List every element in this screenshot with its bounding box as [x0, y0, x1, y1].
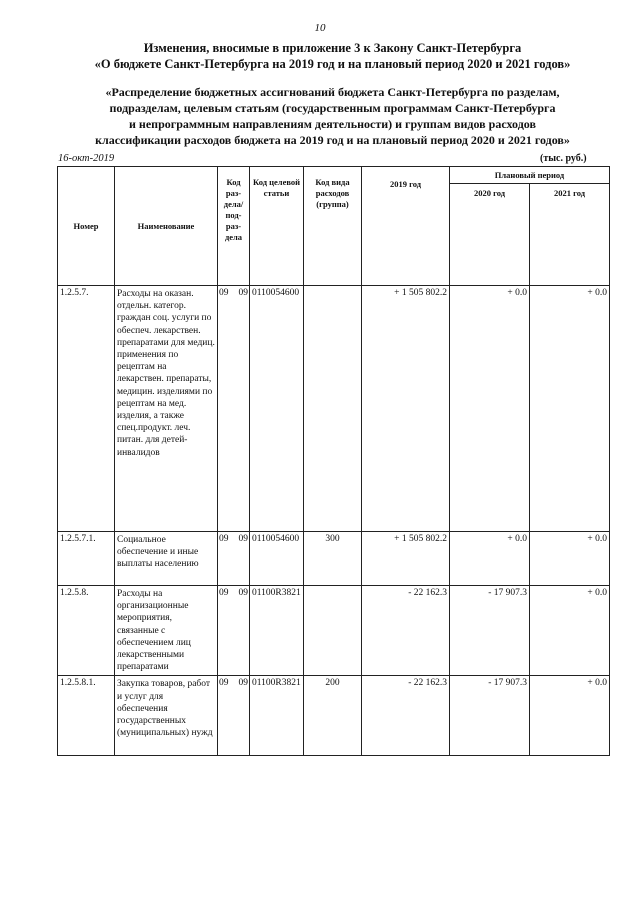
row-name: Расходы на организационные мероприятия, связанные с обеспечением лиц лекарственными препаратами — [115, 586, 218, 676]
row-name: Закупка товаров, работ и услуг для обеспечения государственных (муниципальных) нужд — [115, 676, 218, 756]
row-amount-2019: + 1 505 802.2 — [362, 286, 450, 532]
header-section-code: Код раз- дела/ под- раз- дела — [218, 167, 250, 286]
row-target-code: 01100R3821 — [250, 676, 304, 756]
document-subtitle — [55, 84, 610, 148]
subtitle-line-2: подразделам, целевым статьям (государственным программам Санкт-Петербурга — [109, 101, 556, 115]
subtitle-line-1: «Распределение бюджетных ассигнований бюджета Санкт-Петербурга по разделам, — [105, 85, 560, 99]
row-name: Расходы на оказан. отдельн. категор. граждан соц. услуги по обеспеч. лекарствен. препаратами для медиц. применения по рецептам на лекарствен. препараты, медицин. изделиями по рецептам на мед. изделия, а также спец.продукт. леч. питан. для детей-инвалидов — [115, 286, 218, 532]
table-row — [58, 586, 610, 676]
row-number: 1.2.5.8.1. — [58, 676, 115, 756]
row-amount-2020: + 0.0 — [450, 286, 530, 532]
row-section: 09 — [219, 534, 229, 544]
subtitle-line-3: и непрограммным направлениям деятельности) и группам видов расходов — [129, 117, 536, 131]
header-row — [58, 167, 610, 184]
header-target-code: Код целевой статьи — [250, 167, 304, 286]
row-section-code — [218, 532, 250, 586]
row-amount-2020: - 17 907.3 — [450, 586, 530, 676]
row-type-code: 200 — [304, 676, 362, 756]
row-amount-2021: + 0.0 — [530, 532, 610, 586]
document-title — [60, 40, 605, 72]
row-section: 09 — [219, 588, 229, 598]
row-section-code — [218, 286, 250, 532]
row-amount-2019: + 1 505 802.2 — [362, 532, 450, 586]
header-number: Номер — [58, 167, 115, 286]
header-2021: 2021 год — [530, 184, 610, 286]
title-line-1: Изменения, вносимые в приложение 3 к Закону Санкт-Петербурга — [143, 41, 522, 55]
row-amount-2019: - 22 162.3 — [362, 676, 450, 756]
row-subsection: 09 — [238, 534, 248, 544]
table-row — [58, 676, 610, 756]
header-type-code: Код вида расходов (группа) — [304, 167, 362, 286]
header-name: Наименование — [115, 167, 218, 286]
row-type-code — [304, 586, 362, 676]
row-subsection: 09 — [238, 288, 248, 298]
row-target-code: 0110054600 — [250, 532, 304, 586]
row-subsection: 09 — [238, 678, 248, 689]
row-section: 09 — [219, 288, 229, 298]
row-amount-2019: - 22 162.3 — [362, 586, 450, 676]
row-target-code: 0110054600 — [250, 286, 304, 532]
row-number: 1.2.5.8. — [58, 586, 115, 676]
row-target-code: 01100R3821 — [250, 586, 304, 676]
row-amount-2020: + 0.0 — [450, 532, 530, 586]
row-subsection: 09 — [238, 588, 248, 598]
row-type-code: 300 — [304, 532, 362, 586]
row-section-code — [218, 586, 250, 676]
title-line-2: «О бюджете Санкт-Петербурга на 2019 год и на плановый период 2020 и 2021 годов» — [94, 57, 571, 71]
row-section: 09 — [219, 678, 229, 689]
header-2019: 2019 год — [362, 167, 450, 286]
budget-table — [57, 166, 610, 756]
table-row — [58, 286, 610, 532]
row-number: 1.2.5.7. — [58, 286, 115, 532]
page-number: 10 — [314, 22, 326, 34]
row-section-code — [218, 676, 250, 756]
subtitle-line-4: классификации расходов бюджета на 2019 год и на плановый период 2020 и 2021 годов» — [95, 133, 570, 147]
row-number: 1.2.5.7.1. — [58, 532, 115, 586]
units-label: (тыс. руб.) — [540, 153, 587, 164]
table-row — [58, 532, 610, 586]
header-2020: 2020 год — [450, 184, 530, 286]
row-type-code — [304, 286, 362, 532]
document-date: 16-окт-2019 — [58, 153, 115, 164]
row-amount-2020: - 17 907.3 — [450, 676, 530, 756]
row-name: Социальное обеспечение и иные выплаты населению — [115, 532, 218, 586]
row-amount-2021: + 0.0 — [530, 286, 610, 532]
row-amount-2021: + 0.0 — [530, 676, 610, 756]
header-planned-period: Плановый период — [450, 167, 610, 184]
row-amount-2021: + 0.0 — [530, 586, 610, 676]
